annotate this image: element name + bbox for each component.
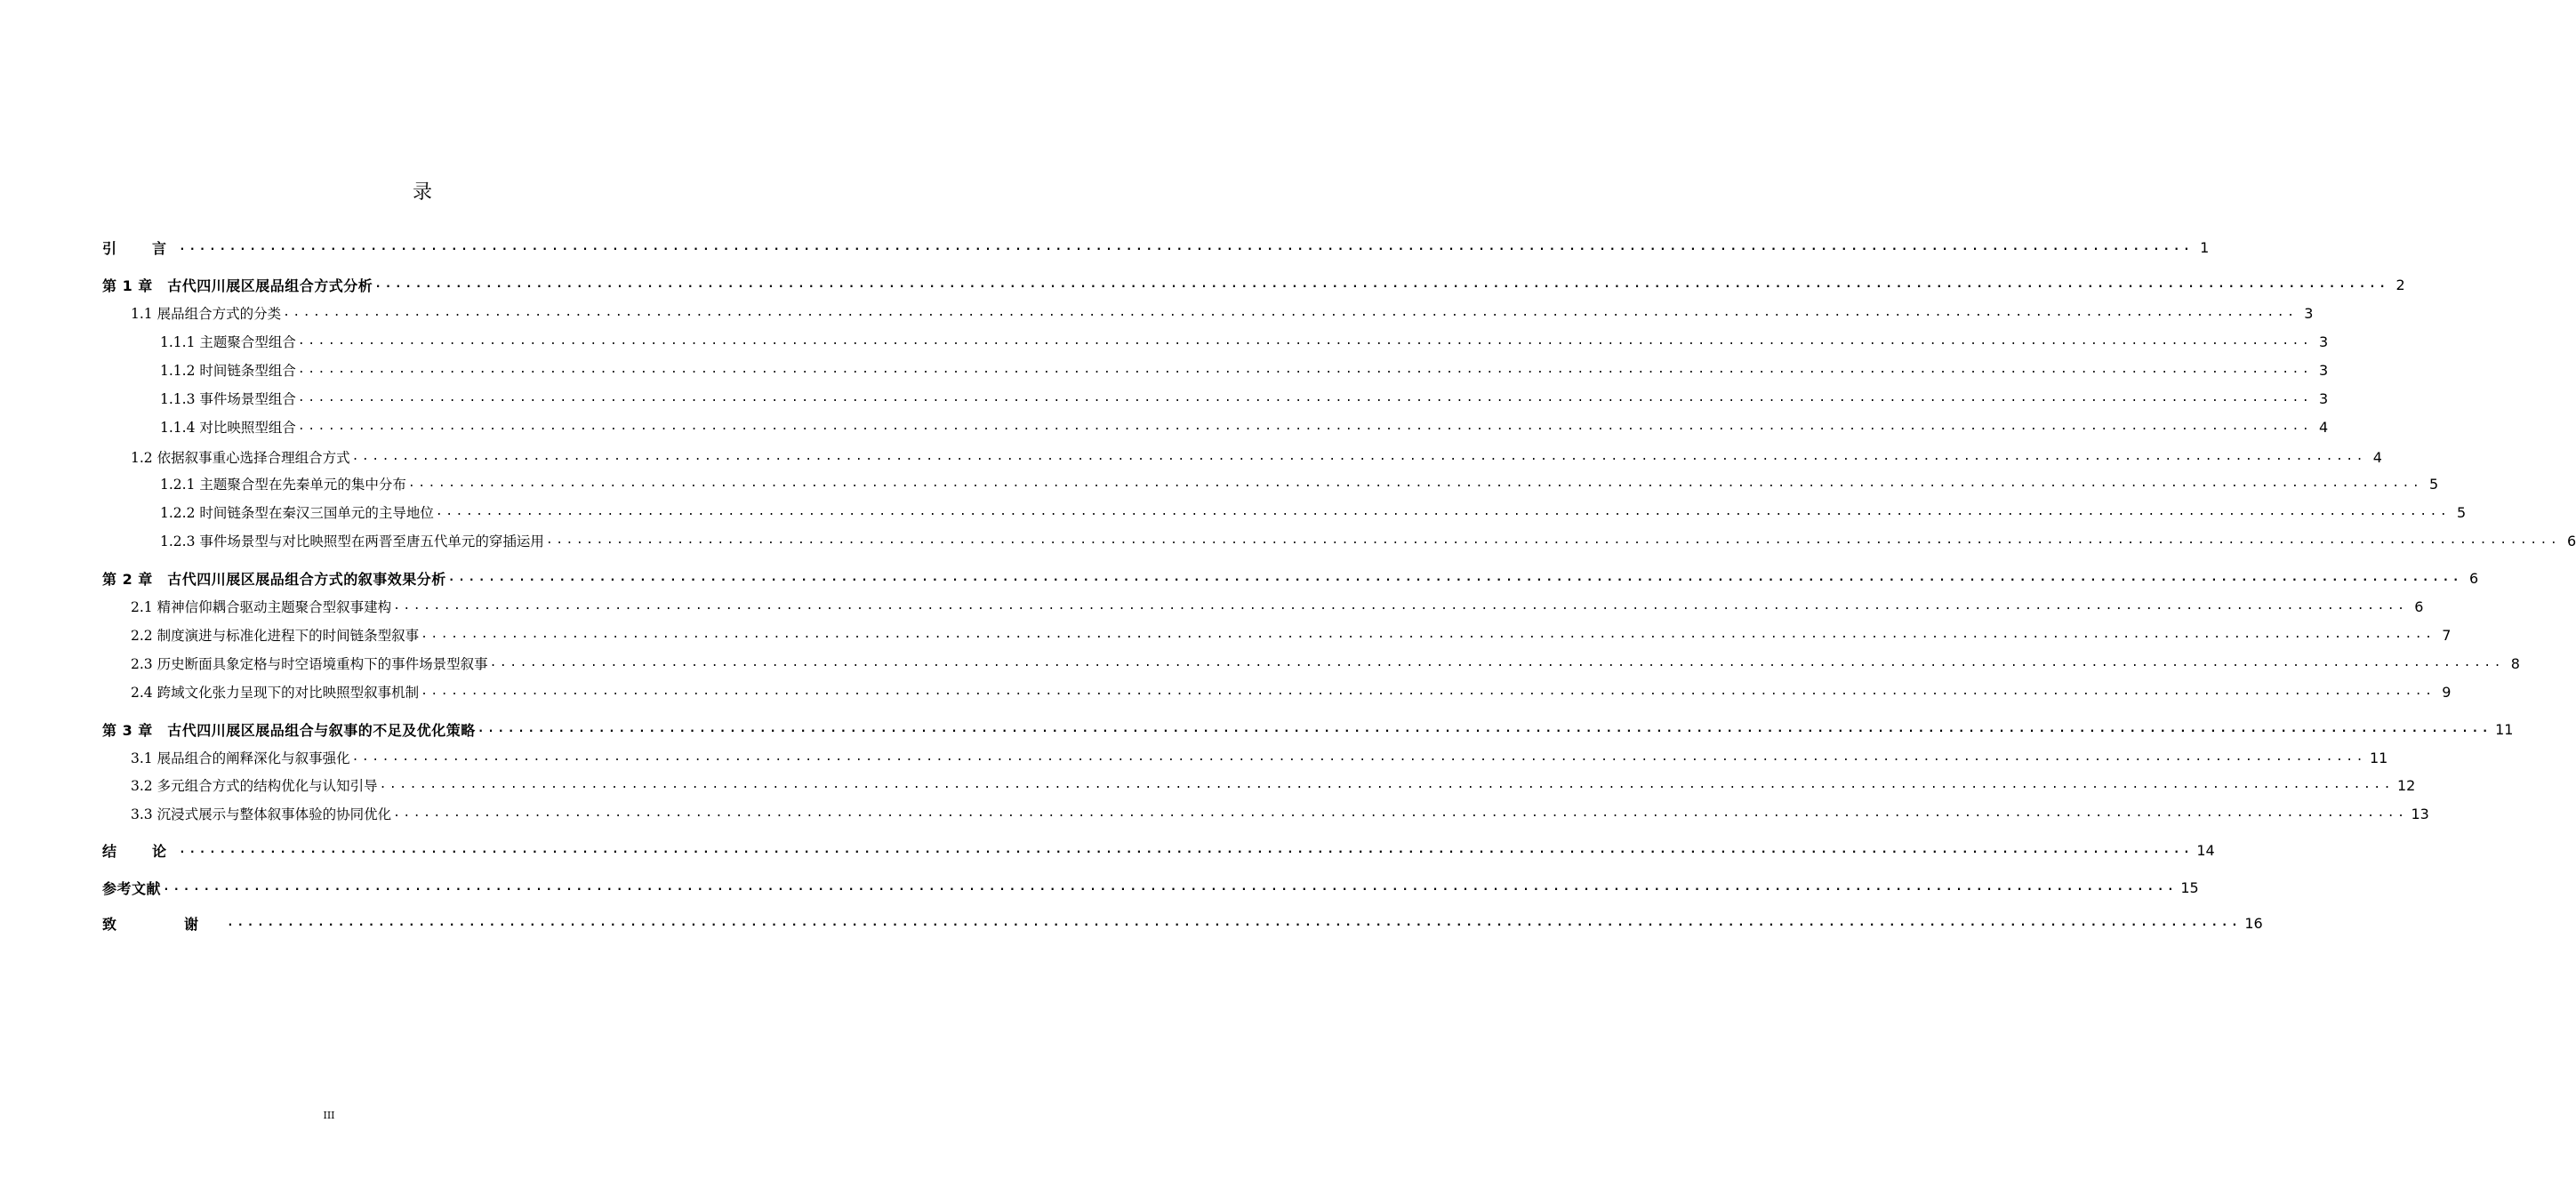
toc-entry[interactable]: [131, 773, 2416, 798]
toc-entry[interactable]: [131, 679, 2452, 704]
toc-entry-page: 9: [2442, 683, 2452, 701]
toc-entry-page: 4: [2319, 418, 2329, 436]
toc-entry-label: 3.1 展品组合的阐释深化与叙事强化: [131, 750, 350, 766]
toc-entry-label: 参考文献: [102, 879, 162, 897]
toc-entry[interactable]: [160, 528, 2576, 553]
toc-entry-page: 3: [2319, 361, 2329, 379]
toc-entry-page: 2: [2395, 276, 2405, 293]
dot-leader: ........................................................................................................................................................................................................: [179, 240, 2194, 253]
dot-leader: ........................................................................................................................................................................................................: [393, 599, 2408, 613]
dot-leader: ........................................................................................................................................................................................................: [407, 477, 2423, 490]
toc-entry[interactable]: [131, 745, 2388, 770]
toc-entry-label: 1.1.3 事件场景型组合: [160, 391, 296, 407]
toc-entry-label: 第 2 章 古代四川展区展品组合方式的叙事效果分析: [102, 570, 446, 588]
dot-leader: ........................................................................................................................................................................................................: [351, 750, 2366, 764]
dot-leader: ........................................................................................................................................................................................................: [447, 571, 2463, 584]
toc-entry[interactable]: [160, 329, 2329, 354]
toc-entry[interactable]: [131, 801, 2429, 826]
toc-entry[interactable]: [160, 471, 2439, 496]
toc-entry-page: 3: [2319, 333, 2329, 350]
dot-leader: ........................................................................................................................................................................................................: [545, 533, 2561, 547]
toc-entry-page: 4: [2372, 448, 2382, 466]
toc-entry[interactable]: [131, 445, 2382, 469]
toc-entry[interactable]: [102, 875, 2199, 900]
toc-entry[interactable]: [160, 386, 2329, 411]
dot-leader: ........................................................................................................................................................................................................: [163, 880, 2178, 894]
dot-leader: ........................................................................................................................................................................................................: [227, 916, 2242, 929]
toc-entry-label: 2.4 跨域文化张力呈现下的对比映照型叙事机制: [131, 685, 420, 701]
dot-leader: ........................................................................................................................................................................................................: [435, 505, 2451, 518]
toc-entry-label: 2.1 精神信仰耦合驱动主题聚合型叙事建构: [131, 599, 392, 615]
toc-entry-page: 11: [2495, 720, 2514, 738]
toc-entry-label: 第 3 章 古代四川展区展品组合与叙事的不足及优化策略: [102, 721, 476, 739]
toc-entry-page: 11: [2369, 749, 2388, 766]
toc-entry[interactable]: [102, 565, 2479, 590]
dot-leader: ........................................................................................................................................................................................................: [477, 722, 2492, 735]
toc-entry-label: 3.2 多元组合方式的结构优化与认知引导: [131, 778, 378, 794]
toc-entry-page: 6: [2567, 532, 2576, 549]
toc-entry-label: 结 论: [102, 842, 178, 860]
dot-leader: ........................................................................................................................................................................................................: [421, 628, 2436, 641]
dot-leader: ........................................................................................................................................................................................................: [297, 391, 2313, 405]
dot-leader: ........................................................................................................................................................................................................: [297, 363, 2313, 376]
toc-entry-label: 3.3 沉浸式展示与整体叙事体验的协同优化: [131, 806, 392, 822]
dot-leader: ........................................................................................................................................................................................................: [379, 778, 2394, 791]
toc-entry-page: 12: [2396, 776, 2416, 794]
toc-entry-page: 3: [2304, 304, 2314, 322]
toc-entry[interactable]: [102, 235, 2210, 260]
toc-entry-label: 1.1.1 主题聚合型组合: [160, 334, 296, 350]
toc-entry[interactable]: [102, 272, 2405, 297]
toc-entry[interactable]: [102, 838, 2215, 862]
dot-leader: ........................................................................................................................................................................................................: [374, 277, 2389, 291]
toc-entry-page: 6: [2468, 569, 2479, 587]
dot-leader: ........................................................................................................................................................................................................: [297, 420, 2313, 433]
dot-leader: ........................................................................................................................................................................................................: [297, 334, 2313, 348]
toc-entry-label: 2.2 制度演进与标准化进程下的时间链条型叙事: [131, 628, 420, 644]
toc-entry-page: 16: [2244, 914, 2263, 932]
toc-entry-page: 13: [2411, 805, 2429, 822]
toc-entry-page: 7: [2442, 626, 2452, 644]
toc-entry-label: 1.1 展品组合方式的分类: [131, 306, 282, 322]
toc-entry-label: 1.2 依据叙事重心选择合理组合方式: [131, 450, 350, 466]
toc-entry[interactable]: [102, 717, 2514, 742]
toc-entry-label: 2.3 历史断面具象定格与时空语境重构下的事件场景型叙事: [131, 656, 488, 672]
toc-entry[interactable]: [131, 622, 2452, 647]
toc-entry-label: 1.2.3 事件场景型与对比映照型在两晋至唐五代单元的穿插运用: [160, 533, 544, 549]
dot-leader: ........................................................................................................................................................................................................: [179, 843, 2194, 856]
toc-entry-page: 5: [2429, 475, 2439, 493]
toc-entry-page: 1: [2200, 238, 2210, 256]
toc-entry[interactable]: [160, 500, 2467, 525]
toc-entry[interactable]: [102, 910, 2263, 935]
toc-entry[interactable]: [131, 594, 2424, 619]
toc-entry-page: 15: [2180, 878, 2199, 896]
page-number: III: [323, 1110, 335, 1121]
toc-entry-label: 1.1.2 时间链条型组合: [160, 363, 296, 379]
toc-entry-page: 3: [2319, 389, 2329, 407]
toc-entry-label: 致 谢: [102, 915, 226, 933]
dot-leader: ........................................................................................................................................................................................................: [351, 450, 2366, 463]
toc-entry-page: 14: [2196, 841, 2215, 859]
toc-entry[interactable]: [160, 357, 2329, 382]
toc-entry-label: 第 1 章 古代四川展区展品组合方式分析: [102, 277, 373, 294]
toc-entry[interactable]: [160, 414, 2329, 439]
toc-entry-label: 1.1.4 对比映照型组合: [160, 420, 296, 436]
toc-entry-label: 引 言: [102, 239, 178, 257]
dot-leader: ........................................................................................................................................................................................................: [393, 806, 2408, 820]
toc-entry[interactable]: [131, 301, 2314, 325]
dot-leader: ........................................................................................................................................................................................................: [489, 656, 2504, 670]
toc-entry[interactable]: [131, 651, 2520, 676]
toc-entry-page: 5: [2457, 503, 2467, 521]
toc-entry-page: 8: [2510, 654, 2520, 672]
toc-entry-label: 1.2.2 时间链条型在秦汉三国单元的主导地位: [160, 505, 434, 521]
dot-leader: ........................................................................................................................................................................................................: [421, 685, 2436, 698]
page-title: 录: [412, 181, 432, 204]
toc-entry-page: 6: [2414, 598, 2424, 615]
dot-leader: ........................................................................................................................................................................................................: [283, 306, 2298, 319]
toc-entry-label: 1.2.1 主题聚合型在先秦单元的集中分布: [160, 477, 406, 493]
